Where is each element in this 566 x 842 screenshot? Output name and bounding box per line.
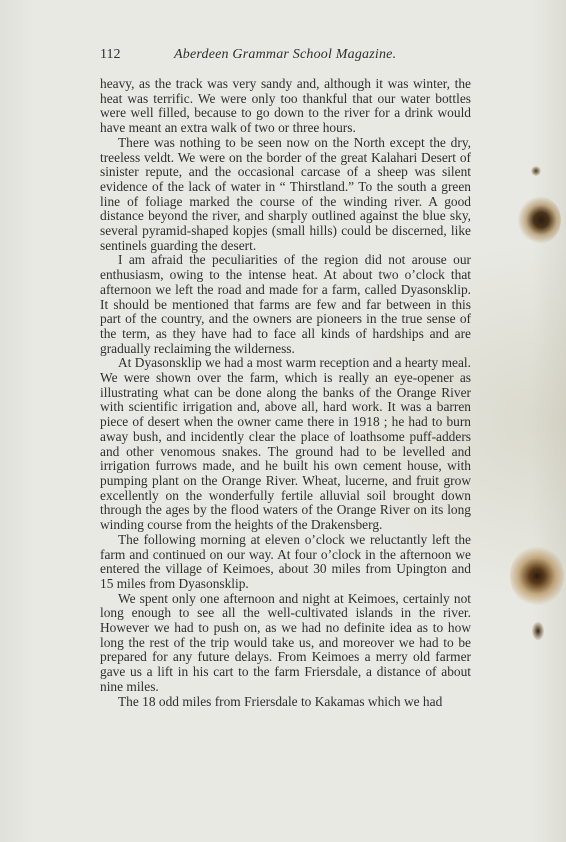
paragraph: heavy, as the track was very sandy and, although it was winter, the heat was terrific. We were only too thankful that our water bottles were well filled, because to go down to the river for a drink would have meant an extra walk of two or three hours. [100,76,471,136]
article-body [100,77,471,709]
page-number: 112 [100,47,121,62]
page-header [100,47,470,67]
paragraph: There was nothing to be seen now on the North except the dry, treeless veldt. We were on the border of the great Kalahari Desert of sinister repute, and the occasional carcase of a sheep was silent evidence of the lack of water in “ Thirstland.” To the south a green line of foliage marked the course of the winding river. A good distance beyond the river, and sharply outlined against the blue sky, several pyramid-shaped kopjes (small hills) could be discerned, like sentinels guarding the desert. [100,134,471,253]
paragraph: I am afraid the peculiarities of the region did not arouse our enthusiasm, owing to the intense heat. At about two o’clock that afternoon we left the road and made for a farm, called Dyasonsklip. It should be mentioned that farms are few and far between in this part of the country, and the owners are pioneers in the true sense of the term, as they have had to face all kinds of hardships and are gradually reclaiming the wilderness. [100,252,471,356]
foxing-stain [517,196,561,244]
running-title: Aberdeen Grammar School Magazine. [174,47,397,62]
paragraph: The 18 odd miles from Friersdale to Kakamas which we had [118,693,443,709]
foxing-stain [531,166,541,176]
paragraph: At Dyasonsklip we had a most warm reception and a hearty meal. We were shown over the farm, which is really an eye-opener as illustrating what can be done along the banks of the Orange River with scientific irrigation and, above all, hard work. It was a barren piece of desert when the owner came there in 1918 ; he had to burn away bush, and incidently clear the place of loathsome puff-adders and other venomous snakes. The ground had to be levelled and irrigation furrows made, and he built his own cement house, with pumping plant on the Orange River. Wheat, lucerne, and fruit grow excellently on the wonderfully fertile alluvial soil brought down through the ages by the flood waters of the Orange River on its long winding course from the heights of the Drakensberg. [100,355,471,533]
foxing-stain [532,622,544,640]
paragraph: The following morning at eleven o’clock we reluctantly left the farm and continued on our way. At four o’clock in the afternoon we entered the village of Keimoes, about 30 miles from Upington and 15 miles from Dyasonsklip. [100,531,471,591]
foxing-stain [510,545,564,607]
paragraph: We spent only one afternoon and night at Keimoes, certainly not long enough to see all the well-cultivated islands in the river. However we had to push on, as we had no definite idea as to how long the rest of the trip would take us, and moreover we had to be prepared for any future delays. From Keimoes a merry old farmer gave us a lift in his cart to the farm Friersdale, a distance of about nine miles. [100,590,471,694]
